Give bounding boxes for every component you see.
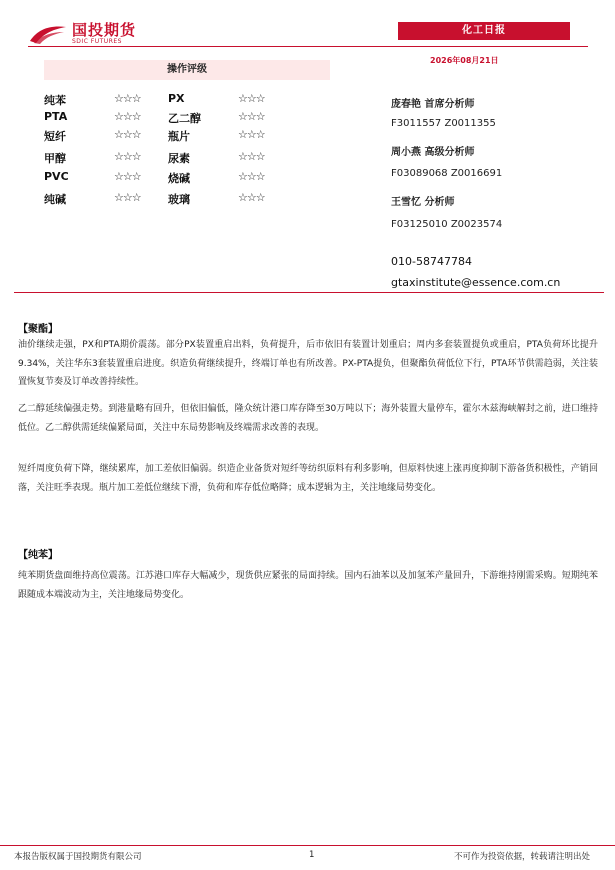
content-divider — [14, 292, 604, 293]
paragraph-polyester-2: 乙二醇延续偏强走势。到港量略有回升，但依旧偏低，隆众统计港口库存降至30万吨以下；海外装置大量停车，霍尔木兹海峡解封之前，进口维持低位。乙二醇供需延续偏紧局面，关注中东局势影响及终端需求改善的表现。 — [18, 404, 598, 433]
rating-stars: ☆☆☆ — [114, 150, 141, 163]
footer-divider — [0, 845, 615, 846]
rating-product-name: 纯苯 — [44, 94, 66, 107]
rating-product-name: 甲醇 — [44, 152, 66, 165]
header-divider — [28, 46, 588, 47]
paragraph-benzene-1: 纯苯期货盘面维持高位震荡。江苏港口库存大幅减少，现货供应紧张的局面持续。国内石油苯以及加氢苯产量回升，下游维持刚需采购。短期纯苯跟随成本端波动为主，关注地缘局势变化。 — [18, 571, 598, 600]
rating-row — [44, 170, 334, 190]
rating-stars: ☆☆☆ — [114, 191, 141, 204]
rating-stars: ☆☆☆ — [238, 92, 265, 105]
analyst-1-name: 庞春艳 首席分析师 — [391, 99, 475, 110]
contact-phone: 010-58747784 — [391, 255, 472, 268]
rating-stars: ☆☆☆ — [238, 150, 265, 163]
footer-page-number: 1 — [309, 850, 315, 860]
rating-product-name: PX — [168, 92, 185, 105]
footer-copyright: 本报告版权属于国投期货有限公司 — [14, 852, 142, 862]
logo-swoosh-icon — [28, 23, 68, 45]
section-heading-benzene: 【纯苯】 — [18, 550, 58, 561]
rating-product-name: PVC — [44, 170, 69, 183]
rating-row — [44, 128, 334, 148]
rating-row — [44, 150, 334, 170]
paragraph-polyester-1: 油价继续走强，PX和PTA期价震荡。部分PX装置重启出料，负荷提升，后市依旧有装置计划重启；周内多套装置提负或重启，PTA负荷环比提升9.34%，关注华东3套装置重启进度。织造负荷继续提升，终端订单也有所改善。PX-PTA提负，但聚酯负荷低位下行，PTA环节供需趋弱，关注装置恢复节奏及订单改善持续性。 — [18, 340, 598, 387]
rating-product-name: PTA — [44, 110, 68, 123]
logo-chinese-name: 国投期货 — [72, 21, 137, 39]
rating-row — [44, 110, 334, 130]
rating-product-name: 短纤 — [44, 130, 66, 143]
analyst-3-cert: F03125010 Z0023574 — [391, 219, 503, 230]
rating-stars: ☆☆☆ — [238, 128, 265, 141]
contact-email[interactable]: gtaxinstitute@essence.com.cn — [391, 276, 561, 289]
rating-stars: ☆☆☆ — [114, 170, 141, 183]
rating-stars: ☆☆☆ — [114, 110, 141, 123]
rating-stars: ☆☆☆ — [114, 128, 141, 141]
analyst-2-cert: F03089068 Z0016691 — [391, 168, 503, 179]
rating-row — [44, 92, 334, 112]
section-heading-polyester: 【聚酯】 — [18, 324, 58, 335]
rating-product-name: 瓶片 — [168, 130, 190, 143]
rating-title: 操作评级 — [44, 60, 330, 80]
rating-stars: ☆☆☆ — [238, 170, 265, 183]
company-logo — [28, 22, 136, 46]
rating-product-name: 玻璃 — [168, 193, 190, 206]
rating-stars: ☆☆☆ — [238, 110, 265, 123]
rating-product-name: 尿素 — [168, 152, 190, 165]
logo-english-name: SDIC FUTURES — [72, 38, 122, 45]
analyst-1-cert: F3011557 Z0011355 — [391, 118, 496, 129]
rating-product-name: 纯碱 — [44, 193, 66, 206]
report-type-badge: 化工日报 — [398, 22, 570, 40]
rating-stars: ☆☆☆ — [238, 191, 265, 204]
rating-row — [44, 191, 334, 211]
analyst-3-name: 王雪忆 分析师 — [391, 197, 455, 208]
analyst-2-name: 周小燕 高级分析师 — [391, 147, 475, 158]
report-date: 2026年08月21日 — [430, 56, 499, 65]
footer-disclaimer: 不可作为投资依据，转载请注明出处 — [454, 852, 591, 862]
rating-stars: ☆☆☆ — [114, 92, 141, 105]
rating-product-name: 乙二醇 — [168, 112, 201, 125]
paragraph-polyester-3: 短纤周度负荷下降，继续累库，加工差依旧偏弱。织造企业备货对短纤等纺织原料有利多影响，但原料快速上涨再度抑制下游备货积极性，产销回落，关注旺季表现。瓶片加工差低位继续下滑，负荷和库存低位略降；成本逻辑为主，关注地缘局势变化。 — [18, 464, 598, 493]
rating-product-name: 烧碱 — [168, 172, 190, 185]
